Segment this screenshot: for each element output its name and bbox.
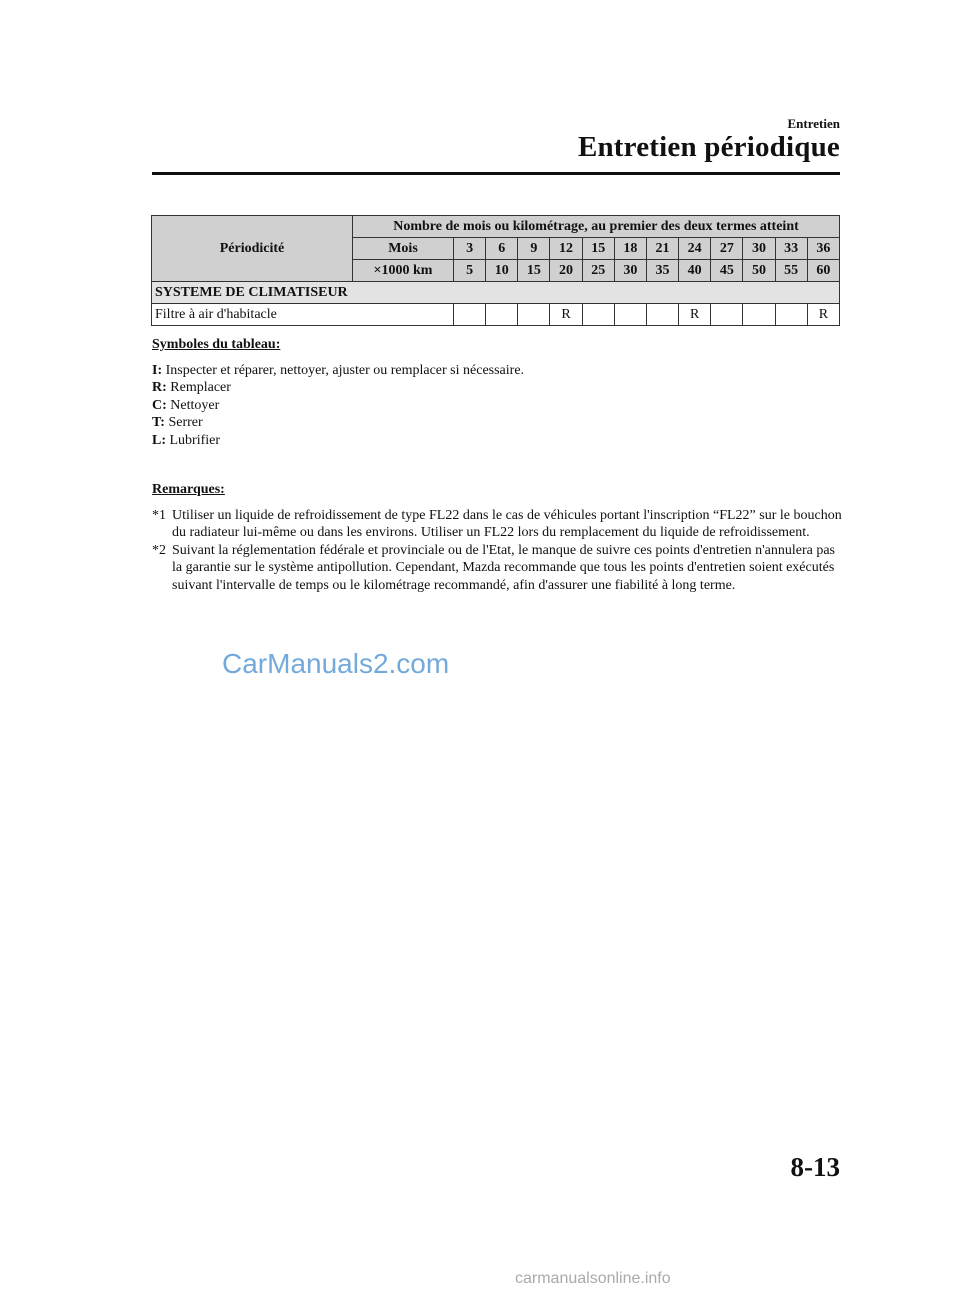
km-cell: 20 bbox=[550, 260, 582, 282]
month-cell: 3 bbox=[454, 238, 486, 260]
remark-text: Utiliser un liquide de refroidissement de type FL22 dans le cas de véhicules portant l'inscription “FL22” sur le bouchon du radiateur lui-même ou dans les environs. Utiliser un FL22 lors du remplacement du liquide de refroidissement. bbox=[172, 507, 842, 540]
km-cell: 50 bbox=[743, 260, 775, 282]
symbol-text: Inspecter et réparer, nettoyer, ajuster ou remplacer si nécessaire. bbox=[165, 362, 525, 378]
maintenance-table bbox=[151, 215, 840, 326]
km-cell: 10 bbox=[486, 260, 518, 282]
month-cell: 30 bbox=[743, 238, 775, 260]
symbol-key: L: bbox=[152, 432, 166, 448]
km-cell: 25 bbox=[582, 260, 614, 282]
symbol-item bbox=[152, 362, 842, 380]
month-cell: 18 bbox=[614, 238, 646, 260]
value-cell bbox=[743, 304, 775, 326]
symbol-text: Remplacer bbox=[170, 380, 231, 395]
month-cell: 12 bbox=[550, 238, 582, 260]
km-cell: 60 bbox=[807, 260, 839, 282]
value-cell: R bbox=[807, 304, 839, 326]
km-cell: 30 bbox=[614, 260, 646, 282]
symbol-item bbox=[152, 432, 842, 450]
symbol-item bbox=[152, 397, 842, 415]
value-cell bbox=[582, 304, 614, 326]
symbol-text: Lubrifier bbox=[169, 432, 221, 448]
item-label: Filtre à air d'habitacle bbox=[152, 304, 454, 326]
symbols-title: Symboles du tableau: bbox=[152, 337, 281, 352]
value-cell bbox=[454, 304, 486, 326]
symbol-item bbox=[152, 379, 842, 397]
watermark-logo: CarManuals2.com bbox=[222, 648, 450, 679]
km-cell: 55 bbox=[775, 260, 807, 282]
remark-number: *2 bbox=[152, 542, 166, 558]
remark-number: *1 bbox=[152, 507, 166, 523]
header-section: Entretien bbox=[787, 116, 840, 131]
value-cell bbox=[614, 304, 646, 326]
month-cell: 24 bbox=[679, 238, 711, 260]
periodicity-label: Périodicité bbox=[152, 216, 353, 282]
symbol-key: I: bbox=[152, 362, 163, 378]
km-cell: 5 bbox=[454, 260, 486, 282]
symbols-legend bbox=[152, 336, 842, 449]
month-cell: 15 bbox=[582, 238, 614, 260]
symbol-text: Serrer bbox=[168, 415, 203, 430]
value-cell bbox=[486, 304, 518, 326]
header-rule bbox=[152, 172, 840, 175]
remark-item bbox=[152, 507, 842, 542]
value-cell bbox=[775, 304, 807, 326]
value-cell bbox=[711, 304, 743, 326]
remark-item bbox=[152, 542, 842, 595]
km-cell: 35 bbox=[646, 260, 678, 282]
value-cell bbox=[646, 304, 678, 326]
symbol-key: R: bbox=[152, 380, 167, 395]
km-label: ×1000 km bbox=[353, 260, 454, 282]
symbol-item bbox=[152, 414, 842, 432]
month-cell: 36 bbox=[807, 238, 839, 260]
months-label: Mois bbox=[353, 238, 454, 260]
km-cell: 40 bbox=[679, 260, 711, 282]
page-title: Entretien périodique bbox=[577, 131, 840, 163]
interval-header: Nombre de mois ou kilométrage, au premier des deux termes atteint bbox=[353, 216, 840, 238]
km-cell: 45 bbox=[711, 260, 743, 282]
value-cell: R bbox=[550, 304, 582, 326]
symbol-key: C: bbox=[152, 397, 167, 413]
km-cell: 15 bbox=[518, 260, 550, 282]
value-cell: R bbox=[679, 304, 711, 326]
footer-site: carmanualsonline.info bbox=[515, 1270, 671, 1287]
month-cell: 27 bbox=[711, 238, 743, 260]
symbol-text: Nettoyer bbox=[170, 397, 220, 413]
value-cell bbox=[518, 304, 550, 326]
symbol-key: T: bbox=[152, 415, 165, 430]
page-number: 8-13 bbox=[790, 1152, 840, 1182]
month-cell: 9 bbox=[518, 238, 550, 260]
month-cell: 33 bbox=[775, 238, 807, 260]
month-cell: 21 bbox=[646, 238, 678, 260]
section-row: SYSTEME DE CLIMATISEUR bbox=[152, 282, 840, 304]
remarks bbox=[152, 481, 842, 594]
table-row bbox=[152, 304, 840, 326]
remark-text: Suivant la réglementation fédérale et provinciale ou de l'Etat, le manque de suivre ces points d'entretien n'annulera pas la garantie sur le système antipollution. Cependant, Mazda recommande que tous les points d'entretien soient exécutés suivant l'intervalle de temps ou le kilométrage recommandé, afin d'assurer une fiabilité à long terme. bbox=[172, 542, 835, 593]
month-cell: 6 bbox=[486, 238, 518, 260]
remarks-title: Remarques: bbox=[152, 482, 225, 497]
